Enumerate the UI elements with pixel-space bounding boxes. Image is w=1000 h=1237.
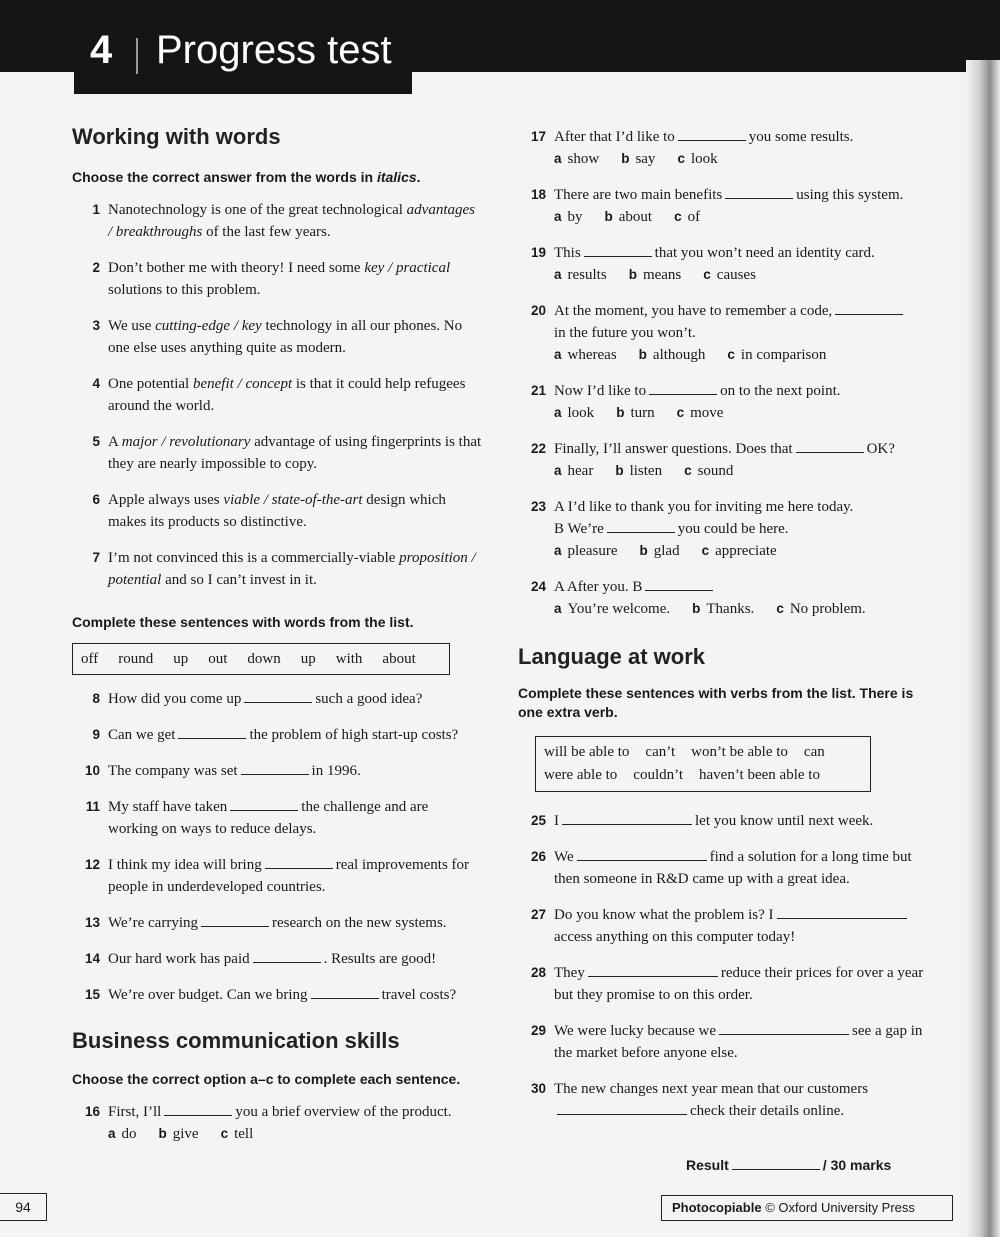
instruction-2: Complete these sentences with words from the list. <box>72 614 414 630</box>
option-b[interactable]: b turn <box>616 405 655 421</box>
word-item: up <box>173 651 189 667</box>
page-number: 94 <box>0 1193 47 1221</box>
answer-blank[interactable] <box>584 244 652 257</box>
answer-blank[interactable] <box>253 950 321 963</box>
option-c[interactable]: c look <box>677 151 718 167</box>
option-c[interactable]: c of <box>674 209 701 225</box>
verb-list-row <box>544 741 862 764</box>
option-c[interactable]: c tell <box>220 1126 254 1142</box>
question-29: 29 We were lucky because we see a gap in the market before anyone else. <box>530 1023 923 1061</box>
answer-blank[interactable] <box>588 964 718 977</box>
answer-blank[interactable] <box>265 856 333 869</box>
question-23: 23 A I’d like to thank you for inviting me here today. B We’re you could be here. a pleasure b glad c appreciate <box>518 496 938 562</box>
option-b[interactable]: b listen <box>615 463 663 479</box>
question-30: 30 The new changes next year mean that our customers check their details online. <box>530 1081 869 1119</box>
option-b[interactable]: b although <box>638 347 706 363</box>
verb-item: won’t be able to <box>691 744 788 760</box>
verb-item: couldn’t <box>633 767 684 783</box>
verb-item: haven’t been able to <box>699 767 820 783</box>
answer-blank[interactable] <box>649 382 717 395</box>
options <box>554 540 938 562</box>
option-b[interactable]: b give <box>158 1126 199 1142</box>
word-item: with <box>335 651 363 667</box>
option-a[interactable]: a whereas <box>554 347 617 363</box>
instruction-3: Choose the correct option a–c to complete each sentence. <box>72 1071 461 1087</box>
verb-item: will be able to <box>544 744 630 760</box>
question-17: 17 After that I’d like to you some results. a show b say c look <box>518 126 938 170</box>
question-22: 22 Finally, I’ll answer questions. Does that OK? a hear b listen c sound <box>518 438 938 482</box>
question-25: 25 I let you know until next week. <box>530 813 874 829</box>
option-b[interactable]: b means <box>628 267 682 283</box>
question-10: 10 The company was set in 1996. <box>84 763 361 779</box>
question-27: 27 Do you know what the problem is? Iaccess anything on this computer today! <box>518 904 938 948</box>
option-c[interactable]: c No problem. <box>776 601 866 617</box>
question-13: 13 We’re carrying research on the new systems. <box>84 915 447 931</box>
answer-blank[interactable] <box>562 812 692 825</box>
section-heading-language: Language at work <box>518 644 706 669</box>
verb-item: can’t <box>645 744 676 760</box>
instruction-1: Choose the correct answer from the words in italics. <box>72 169 421 185</box>
option-a[interactable]: a look <box>554 405 595 421</box>
option-b[interactable]: b glad <box>639 543 680 559</box>
options <box>554 402 938 424</box>
question-20: 20 At the moment, you have to remember a code, in the future you won’t. a whereas b although c in comparison <box>518 300 938 366</box>
verb-item: were able to <box>544 767 618 783</box>
options <box>554 264 938 286</box>
question-3: 3 We use cutting-edge / key technology in all our phones. No one else uses anything quite as modern. <box>92 318 463 356</box>
verb-item: can <box>803 744 825 760</box>
question-11: 11 My staff have taken the challenge and are working on ways to reduce delays. <box>85 799 429 837</box>
word-item: off <box>81 651 99 667</box>
option-a[interactable]: a hear <box>554 463 594 479</box>
answer-blank[interactable] <box>678 128 746 141</box>
word-list-box <box>72 643 450 675</box>
question-16: 16 First, I’ll you a brief overview of the product. a do b give c tell <box>72 1101 482 1145</box>
question-18: 18 There are two main benefits using this system. a by b about c of <box>518 184 938 228</box>
answer-blank[interactable] <box>725 186 793 199</box>
options <box>108 1123 482 1145</box>
word-item: up <box>300 651 316 667</box>
answer-blank[interactable] <box>557 1102 687 1115</box>
option-c[interactable]: c causes <box>703 267 756 283</box>
right-column <box>518 126 938 1176</box>
option-a[interactable]: a do <box>108 1126 137 1142</box>
option-b[interactable]: b about <box>604 209 653 225</box>
word-item: round <box>118 651 154 667</box>
section-heading-business: Business communication skills <box>72 1028 400 1053</box>
answer-blank[interactable] <box>645 578 713 591</box>
copyright-box: Photocopiable © Oxford University Press <box>661 1195 953 1221</box>
section-heading-words: Working with words <box>72 124 281 149</box>
option-c[interactable]: c in comparison <box>727 347 827 363</box>
page-spine-shadow <box>966 60 1000 1237</box>
option-b[interactable]: b Thanks. <box>692 601 755 617</box>
question-6: 6 Apple always uses viable / state-of-the-art design which makes its products so distinctive. <box>92 492 446 530</box>
question-7: 7 I’m not convinced this is a commercially-viable proposition / potential and so I can’t invest in it. <box>92 550 476 588</box>
verb-list-row <box>544 764 862 787</box>
answer-blank[interactable] <box>201 914 269 927</box>
option-c[interactable]: c appreciate <box>701 543 777 559</box>
option-a[interactable]: a pleasure <box>554 543 618 559</box>
option-a[interactable]: a results <box>554 267 607 283</box>
result-blank[interactable] <box>732 1157 820 1170</box>
question-24: 24 A After you. B a You’re welcome. b Thanks. c No problem. <box>518 576 938 620</box>
answer-blank[interactable] <box>241 762 309 775</box>
question-15: 15 We’re over budget. Can we bring travel costs? <box>84 987 457 1003</box>
title-divider <box>136 38 138 74</box>
option-b[interactable]: b say <box>621 151 656 167</box>
options <box>554 460 938 482</box>
option-a[interactable]: a show <box>554 151 600 167</box>
answer-blank[interactable] <box>244 690 312 703</box>
question-5: 5 A major / revolutionary advantage of using fingerprints is that they are nearly impossible to copy. <box>92 434 482 472</box>
answer-blank[interactable] <box>777 906 907 919</box>
answer-blank[interactable] <box>230 798 298 811</box>
options <box>554 206 938 228</box>
word-item: down <box>247 651 281 667</box>
instruction-4: Complete these sentences with verbs from the list. There is one extra verb. <box>518 685 914 720</box>
unit-number: 4 <box>90 28 113 72</box>
question-26: 26 We find a solution for a long time but then someone in R&D came up with a great idea. <box>530 849 912 887</box>
answer-blank[interactable] <box>178 726 246 739</box>
question-4: 4 One potential benefit / concept is that it could help refugees around the world. <box>92 376 466 414</box>
left-column <box>72 126 482 1145</box>
answer-blank[interactable] <box>607 520 675 533</box>
options <box>554 148 938 170</box>
option-a[interactable]: a by <box>554 209 583 225</box>
option-c[interactable]: c sound <box>684 463 734 479</box>
question-8: 8 How did you come up such a good idea? <box>92 691 423 707</box>
question-12: 12 I think my idea will bring real improvements for people in underdeveloped countries. <box>84 857 470 895</box>
question-14: 14 Our hard work has paid . Results are good! <box>84 951 437 967</box>
question-19: 19 This that you won’t need an identity card. a results b means c causes <box>518 242 938 286</box>
question-28: 28 They reduce their prices for over a year but they promise to on this order. <box>530 965 924 1003</box>
title-box <box>74 18 412 94</box>
answer-blank[interactable] <box>719 1022 849 1035</box>
word-item: out <box>208 651 228 667</box>
verb-list-box <box>535 736 871 792</box>
question-2: 2 Don’t bother me with theory! I need some key / practical solutions to this problem. <box>92 260 451 298</box>
answer-blank[interactable] <box>577 848 707 861</box>
result-line: Result / 30 marks <box>686 1157 892 1173</box>
answer-blank[interactable] <box>311 986 379 999</box>
page-title: Progress test <box>156 28 392 72</box>
answer-blank[interactable] <box>835 302 903 315</box>
word-item: about <box>382 651 416 667</box>
option-a[interactable]: a You’re welcome. <box>554 601 671 617</box>
answer-blank[interactable] <box>164 1103 232 1116</box>
question-21: 21 Now I’d like to on to the next point. a look b turn c move <box>518 380 938 424</box>
question-1: 1 Nanotechnology is one of the great technological advantages / breakthroughs of the last few years. <box>92 202 475 240</box>
options <box>554 344 938 366</box>
question-9: 9 Can we get the problem of high start-up costs? <box>92 727 459 743</box>
options <box>554 598 938 620</box>
answer-blank[interactable] <box>796 440 864 453</box>
option-c[interactable]: c move <box>676 405 724 421</box>
